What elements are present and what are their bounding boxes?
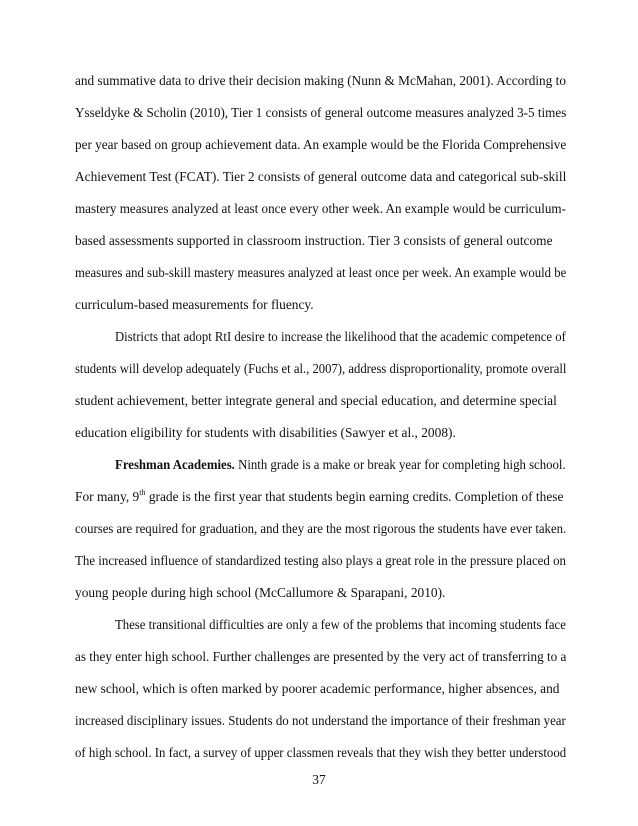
paragraph-line: per year based on group achievement data. An example would be the Florida Comprehensive [75, 137, 567, 152]
paragraph-line: new school, which is often marked by poorer academic performance, higher absences, and [75, 681, 560, 696]
page-number: 37 [312, 772, 326, 787]
paragraph-line: as they enter high school. Further challenges are presented by the very act of transferring to a [75, 649, 567, 664]
line-text-before-superscript: For many, 9 [75, 489, 140, 504]
paragraph-line: increased disciplinary issues. Students do not understand the importance of their freshman year [75, 713, 566, 728]
paragraph-line: mastery measures analyzed at least once every other week. An example would be curriculum- [75, 201, 566, 216]
paragraph-line: students will develop adequately (Fuchs et al., 2007), address disproportionality, promote overall [75, 361, 567, 376]
paragraph-line: Achievement Test (FCAT). Tier 2 consists of general outcome data and categorical sub-skill [75, 169, 567, 184]
paragraph-line: curriculum-based measurements for fluency. [75, 297, 314, 312]
paragraph-line: These transitional difficulties are only a few of the problems that incoming students face [115, 617, 566, 632]
paragraph-line [75, 489, 563, 505]
paragraph-line: Ysseldyke & Scholin (2010), Tier 1 consists of general outcome measures analyzed 3-5 times [75, 105, 567, 120]
paragraph-line: The increased influence of standardized testing also plays a great role in the pressure placed on [75, 553, 567, 568]
paragraph-line: measures and sub-skill mastery measures analyzed at least once per week. An example would be [75, 265, 567, 280]
section-heading: Freshman Academies. [115, 457, 235, 472]
paragraph-line: education eligibility for students with disabilities (Sawyer et al., 2008). [75, 425, 456, 440]
paragraph-line: based assessments supported in classroom instruction. Tier 3 consists of general outcome [75, 233, 553, 248]
section-heading-line [115, 457, 566, 473]
paragraph-line: young people during high school (McCallumore & Sparapani, 2010). [75, 585, 446, 600]
line-text-after-superscript: grade is the first year that students begin earning credits. Completion of these [145, 489, 564, 504]
paragraph-line: of high school. In fact, a survey of upper classmen reveals that they wish they better understood [75, 745, 567, 760]
paragraph-line: student achievement, better integrate general and special education, and determine special [75, 393, 557, 408]
heading-line-text: Ninth grade is a make or break year for completing high school. [234, 457, 566, 472]
paragraph-line: Districts that adopt RtI desire to increase the likelihood that the academic competence of [115, 329, 566, 344]
ordinal-superscript: th [139, 487, 146, 497]
paragraph-line: and summative data to drive their decision making (Nunn & McMahan, 2001). According to [75, 73, 566, 88]
paragraph-line: courses are required for graduation, and they are the most rigorous the students have ever taken. [75, 521, 567, 536]
